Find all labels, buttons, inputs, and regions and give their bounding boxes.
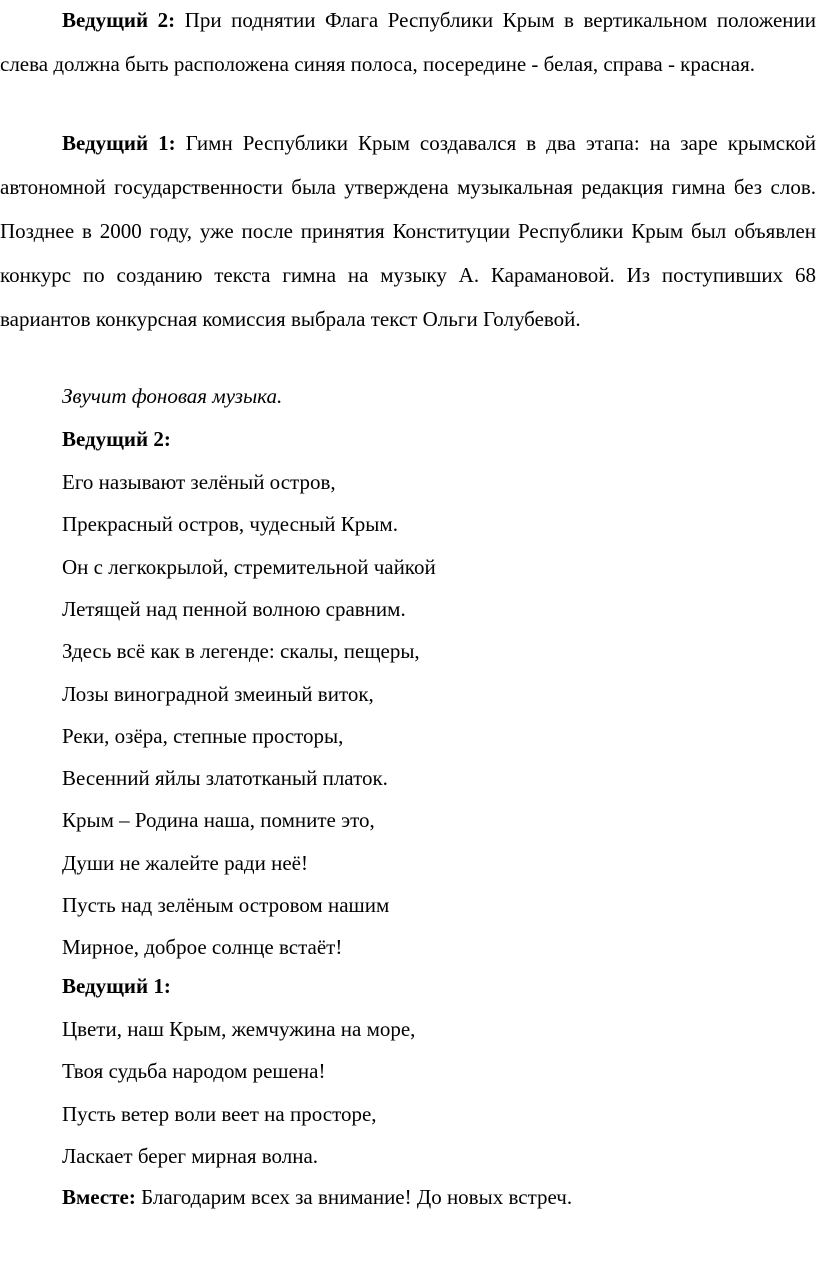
poem-line: Мирное, доброе солнце встаёт! — [62, 935, 343, 960]
poem-line: Пусть над зелёным островом нашим — [62, 893, 390, 917]
poem-line: Души не жалейте ради неё! — [62, 850, 308, 875]
poem-line: Цвети, наш Крым, жемчужина на море, — [62, 1017, 416, 1041]
speaker-label: Ведущий 1: — [62, 131, 176, 155]
speaker-label: Ведущий 1: — [62, 974, 171, 998]
speaker-label: Ведущий 2: — [62, 427, 171, 451]
paragraph-text: Гимн Республики Крым создавался в два этапа: на заре крымской автономной государственности была утверждена музыкальная редакция гимна без слов. Позднее в 2000 году, уже после принятия Конституции Республики Крым был объявлен конкурс по созданию текста гимна на музыку А. Карамановой. Из поступивших 68 вариантов конкурсная комиссия выбрала текст Ольги Голубевой. — [0, 131, 816, 331]
poem-line: Прекрасный остров, чудесный Крым. — [62, 512, 398, 537]
paragraph-text: При поднятии Флага Республики Крым в вертикальном положении слева должна быть расположена синяя полоса, посередине - белая, справа - красная. — [0, 8, 816, 76]
closing-line — [62, 1182, 572, 1212]
poem-line: Твоя судьба народом решена! — [62, 1059, 326, 1084]
poem-line: Лозы виноградной змеиный виток, — [62, 681, 374, 706]
paragraph-anthem — [0, 121, 816, 341]
poem-line: Реки, озёра, степные просторы, — [62, 723, 344, 748]
poem-line: Пусть ветер воли веет на просторе, — [62, 1101, 377, 1126]
poem-line: Здесь всё как в легенде: скалы, пещеры, — [62, 639, 420, 664]
poem-line: Летящей над пенной волною сравним. — [62, 596, 406, 621]
paragraph-flag — [0, 0, 816, 86]
speaker-label: Ведущий 2: — [62, 8, 176, 32]
speaker-label: Вместе: — [62, 1185, 136, 1209]
poem-line: Весенний яйлы златотканый платок. — [62, 766, 388, 791]
stage-direction: Звучит фоновая музыка. — [62, 384, 283, 408]
poem-line: Его называют зелёный остров, — [62, 470, 336, 494]
closing-text: Благодарим всех за внимание! До новых встреч. — [141, 1185, 573, 1209]
poem-line: Ласкает берег мирная волна. — [62, 1143, 319, 1168]
poem-line: Крым – Родина наша, помните это, — [62, 808, 375, 833]
poem-line: Он с легкокрылой, стремительной чайкой — [62, 554, 436, 579]
